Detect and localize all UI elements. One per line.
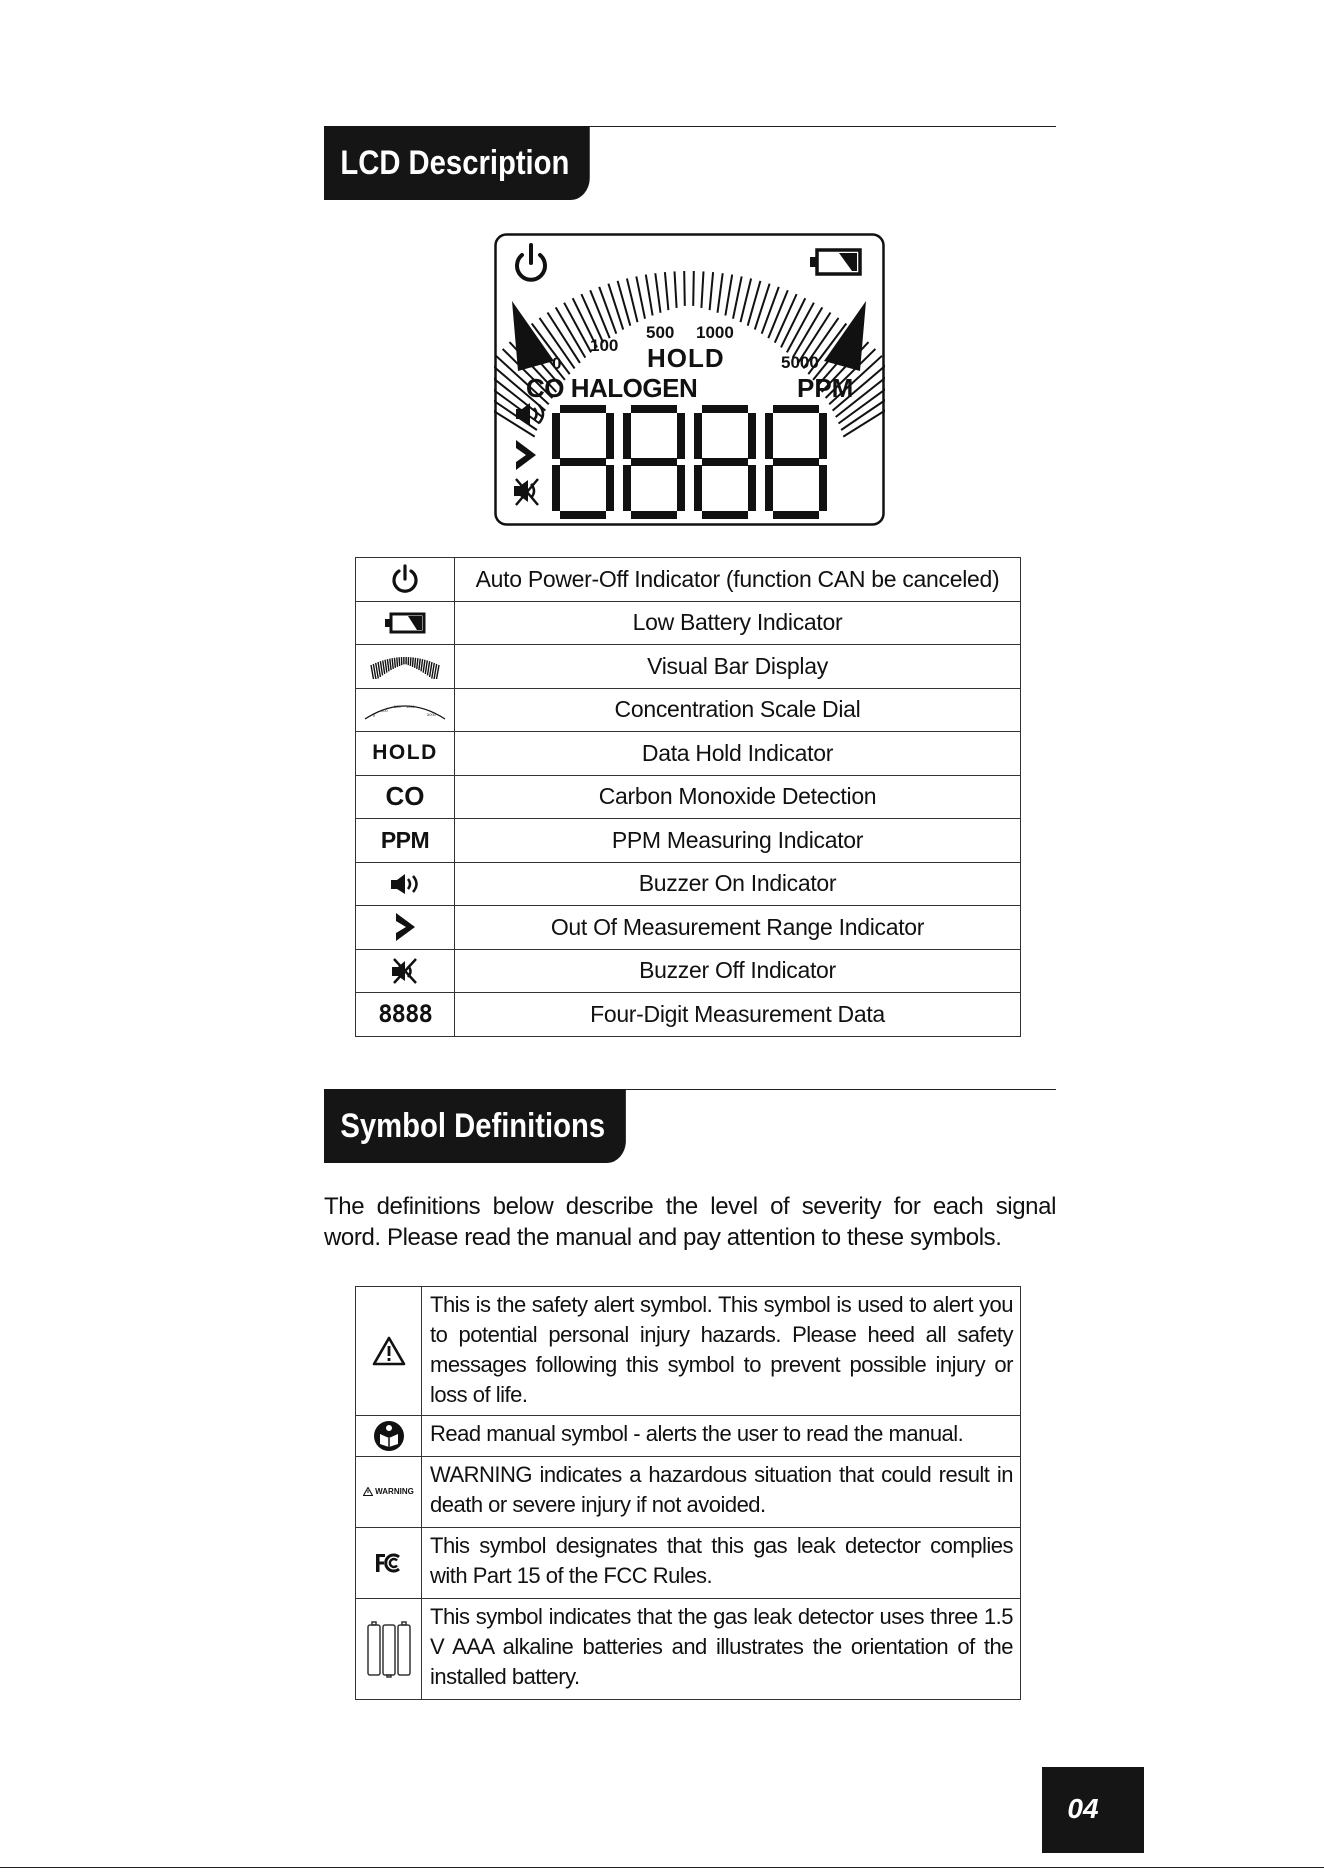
icon-cell [356, 1528, 422, 1599]
table-row [356, 732, 1021, 776]
battery-icon [384, 611, 426, 635]
icon-cell [356, 1287, 422, 1416]
section-title-lcd: LCD Description [324, 126, 590, 200]
scale-dial-icon [361, 697, 449, 723]
table-row [356, 1528, 1021, 1599]
warning-icon [363, 1487, 414, 1496]
footer-rule [0, 1867, 1324, 1868]
scale-label: 5000 [781, 353, 819, 372]
safety-alert-icon [372, 1336, 406, 1366]
lcd-display-diagram [494, 233, 885, 526]
row-description: Buzzer On Indicator [455, 862, 1021, 906]
scale-label: 100 [590, 336, 619, 355]
section-title-symbols: Symbol Definitions [324, 1089, 626, 1163]
svg-text:5000: 5000 [427, 711, 436, 717]
table-row [356, 558, 1021, 602]
greater-than-icon [393, 911, 417, 943]
lcd-hold-label: HOLD [647, 343, 725, 373]
row-description: Carbon Monoxide Detection [455, 775, 1021, 819]
digits-icon: 8888 [378, 1000, 432, 1029]
warning-icon-label: WARNING [375, 1487, 414, 1496]
lcd-bar-segment [684, 271, 685, 306]
hold-icon: HOLD [372, 741, 438, 765]
lcd-mode-label: CO HALOGEN [526, 373, 698, 403]
table-row [356, 1416, 1021, 1457]
scale-label: 500 [646, 323, 675, 342]
table-row [356, 1287, 1021, 1416]
table-row [356, 601, 1021, 645]
icon-cell [356, 645, 455, 689]
table-row [356, 862, 1021, 906]
row-description: Data Hold Indicator [455, 732, 1021, 776]
icon-cell [356, 1457, 422, 1528]
row-description: Buzzer Off Indicator [455, 949, 1021, 993]
table-row [356, 949, 1021, 993]
table-row [356, 775, 1021, 819]
table-row [356, 819, 1021, 863]
power-icon [390, 564, 420, 594]
ppm-icon: PPM [380, 826, 430, 853]
icon-cell [356, 688, 455, 732]
row-description: This symbol indicates that the gas leak detector uses three 1.5 V AAA alkaline batteries and illustrates the orientation of the installed battery. [422, 1599, 1021, 1700]
bar-display-icon [368, 653, 442, 679]
table-row [356, 645, 1021, 689]
row-description: Auto Power-Off Indicator (function CAN be canceled) [455, 558, 1021, 602]
lcd-indicator-table [355, 557, 1021, 1037]
icon-cell [356, 1416, 422, 1457]
icon-cell [356, 601, 455, 645]
row-description: This symbol designates that this gas leak detector complies with Part 15 of the FCC Rules. [422, 1528, 1021, 1599]
scale-label: 0 [552, 354, 562, 373]
svg-text:1000: 1000 [406, 703, 415, 709]
icon-cell [356, 819, 455, 863]
page-number: 04 [1042, 1767, 1144, 1853]
row-description: PPM Measuring Indicator [455, 819, 1021, 863]
row-description: This is the safety alert symbol. This symbol is used to alert you to potential personal injury hazards. Please heed all safety messages following this symbol to prevent possible injury or loss of life. [422, 1287, 1021, 1416]
symbol-section-header [324, 1089, 1056, 1163]
lcd-bar-segment [693, 271, 694, 306]
buzzer-on-icon [389, 871, 421, 897]
lcd-unit-label: PPM [797, 373, 854, 403]
co-icon: CO [385, 781, 425, 812]
icon-cell [356, 862, 455, 906]
row-description: Visual Bar Display [455, 645, 1021, 689]
symbol-definitions-table [355, 1286, 1021, 1700]
table-row [356, 688, 1021, 732]
icon-cell [356, 775, 455, 819]
buzzer-off-icon [390, 957, 420, 985]
icon-cell [356, 949, 455, 993]
icon-cell [356, 993, 455, 1037]
icon-cell [356, 906, 455, 950]
read-manual-icon [373, 1420, 405, 1452]
table-row [356, 1599, 1021, 1700]
icon-cell [356, 558, 455, 602]
row-description: Four-Digit Measurement Data [455, 993, 1021, 1037]
fcc-icon [374, 1552, 404, 1574]
table-row [356, 1457, 1021, 1528]
svg-text:500: 500 [394, 703, 401, 709]
scale-label: 1000 [696, 323, 734, 342]
row-description: Concentration Scale Dial [455, 688, 1021, 732]
svg-text:0: 0 [373, 712, 376, 718]
symbol-intro-text: The definitions below describe the level of severity for each signal word. Please read the manual and pay attention to these symbols. [324, 1193, 1056, 1251]
table-row [356, 993, 1021, 1037]
icon-cell [356, 732, 455, 776]
icon-cell [356, 1599, 422, 1700]
row-description: Read manual symbol - alerts the user to read the manual. [422, 1416, 1021, 1457]
batteries-icon [365, 1620, 413, 1678]
row-description: WARNING indicates a hazardous situation that could result in death or severe injury if not avoided. [422, 1457, 1021, 1528]
svg-text:100: 100 [381, 707, 388, 713]
row-description: Low Battery Indicator [455, 601, 1021, 645]
table-row [356, 906, 1021, 950]
lcd-section-header [324, 126, 1056, 200]
row-description: Out Of Measurement Range Indicator [455, 906, 1021, 950]
